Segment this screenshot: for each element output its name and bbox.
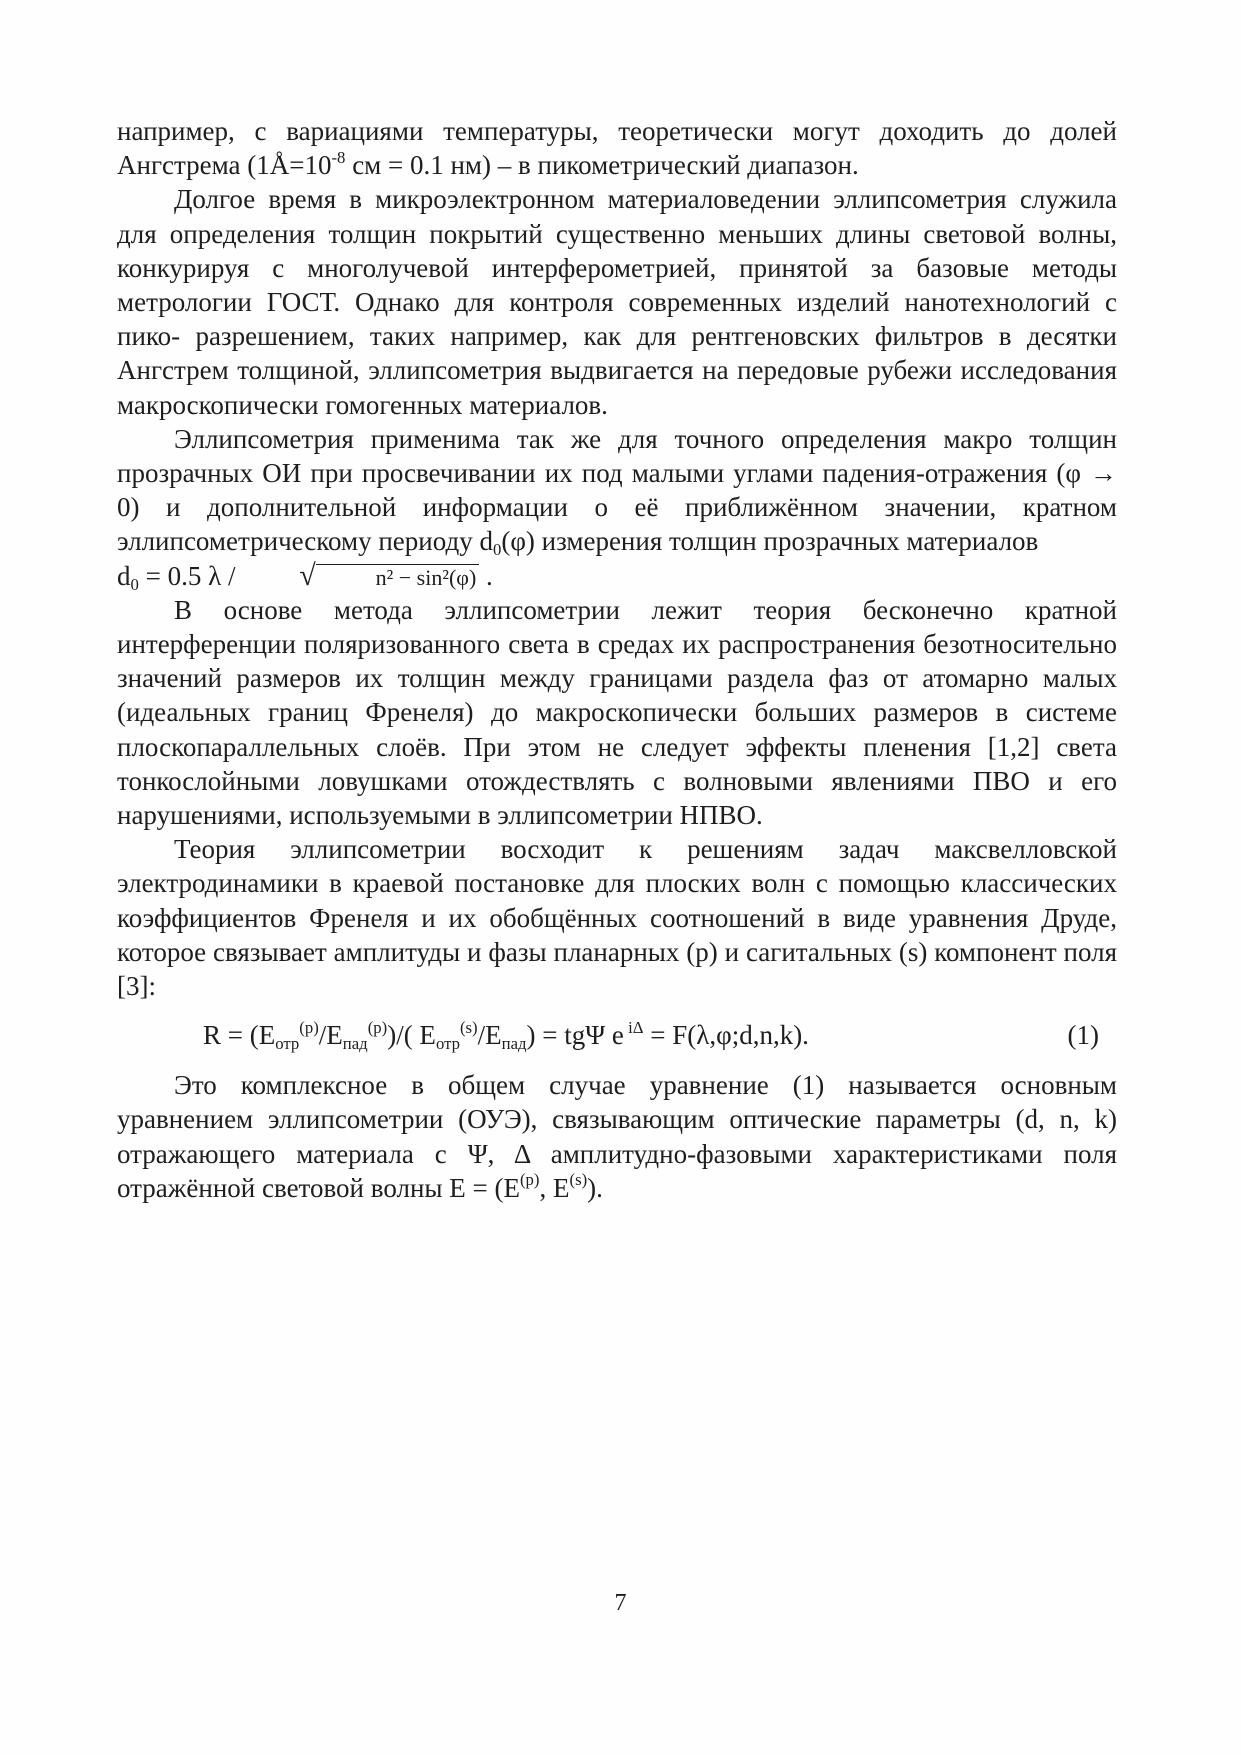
paragraph-3 xyxy=(117,422,1117,593)
sqrt-sign: √ xyxy=(299,558,316,592)
sqrt-radicand: n² − sin²(φ) xyxy=(316,564,480,591)
eq-part: )/( E xyxy=(387,1020,436,1051)
p1-exponent: -8 xyxy=(331,147,346,167)
p6-superscript-p: (p) xyxy=(519,1170,540,1190)
page-number: 7 xyxy=(614,1590,627,1616)
paragraph-1 xyxy=(117,114,1117,182)
paragraph-4: В основе метода эллипсометрии лежит теория бесконечно кратной интерференции поляризованного света в средах их распространения безотносительно значений размеров их толщин между границами раздела фаз от атомарно малых (идеальных границ Френеля) до макроскопически больших размеров в системе плоскопараллельных слоёв. При этом не следует эффекты пленения [1,2] света тонкослойными ловушками отождествлять с волновыми явлениями ПВО и его нарушениями, используемыми в эллипсометрии НПВО. xyxy=(117,594,1117,831)
eq-part: R = (E xyxy=(203,1020,276,1051)
eq-part: ) = tgΨ e xyxy=(526,1020,624,1051)
eq-part: = F(λ,φ;d,n,k). xyxy=(643,1020,809,1051)
equation-1 xyxy=(117,1010,1117,1060)
eq-subscript: отр xyxy=(275,1034,300,1054)
p3-subscript: 0 xyxy=(492,540,502,560)
p6-text-mid: , E xyxy=(539,1172,570,1203)
equation-number: (1) xyxy=(1067,1020,1099,1051)
p6-text: Это комплексное в общем случае уравнение (1) называется основным уравнением эллипсометрии (ОУЭ), связывающим оптические параметры (d, n, k) отражающего материала с Ψ, Δ амплитудно-фазовыми характеристиками поля отражённой световой волны E = (E xyxy=(117,1070,1117,1203)
eq-superscript: (p) xyxy=(367,1017,388,1037)
p3-d-symbol: d xyxy=(117,560,131,591)
equation-1-formula xyxy=(203,1018,809,1052)
p3-text-end: . xyxy=(479,560,493,591)
eq-subscript: пад xyxy=(342,1034,368,1054)
p3-subscript-2: 0 xyxy=(130,574,139,594)
p1-text: например, с вариациями температуры, теоретически могут доходить до долей Ангстрема (1Å=10 xyxy=(117,116,1117,181)
paragraph-2: Долгое время в микроэлектронном материаловедении эллипсометрия служила для определения толщин покрытий существенно меньших длины световой волны, конкурируя с многолучевой интерферометрией, принятой за базовые методы метрологии ГОСТ. Однако для контроля современных изделий нанотехнологий с пико- разрешением, таких например, как для рентгеновских фильтров в десятки Ангстрем толщиной, эллипсометрия выдвигается на передовые рубежи исследования макроскопически гомогенных материалов. xyxy=(117,184,1117,420)
body-text xyxy=(117,114,1117,1205)
p6-text-end: ). xyxy=(587,1172,603,1203)
p1-text-end: см = 0.1 нм) – в пикометрический диапазон. xyxy=(345,150,859,181)
p3-text-mid: (φ) измерения толщин прозрачных материалов xyxy=(501,526,1039,557)
p3-formula-text: = 0.5 λ / xyxy=(138,560,243,591)
eq-subscript: отр xyxy=(435,1034,460,1054)
eq-part: /E xyxy=(477,1020,502,1051)
eq-superscript: (s) xyxy=(459,1017,478,1037)
sqrt-expression xyxy=(242,559,479,593)
eq-superscript: (p) xyxy=(299,1017,319,1037)
paragraph-6 xyxy=(117,1068,1117,1205)
eq-part: /E xyxy=(318,1020,343,1051)
p6-superscript-s: (s) xyxy=(569,1170,588,1190)
eq-superscript: iΔ xyxy=(623,1017,644,1037)
paragraph-5: Теория эллипсометрии восходит к решениям задач максвелловской электродинамики в краевой постановке для плоских волн с помощью классических коэффициентов Френеля и их обобщённых соотношений в виде уравнения Друде, которое связывает амплитуды и фазы планарных (p) и сагитальных (s) компонент поля [3]: xyxy=(117,834,1117,1002)
p3-text: Эллипсометрия применима так же для точного определения макро толщин прозрачных ОИ при просвечивании их под малыми углами падения-отражения (φ → 0) и дополнительной информации о её приближённом значении, кратном эллипсометрическому периоду d xyxy=(117,423,1117,557)
eq-subscript: пад xyxy=(501,1034,527,1054)
